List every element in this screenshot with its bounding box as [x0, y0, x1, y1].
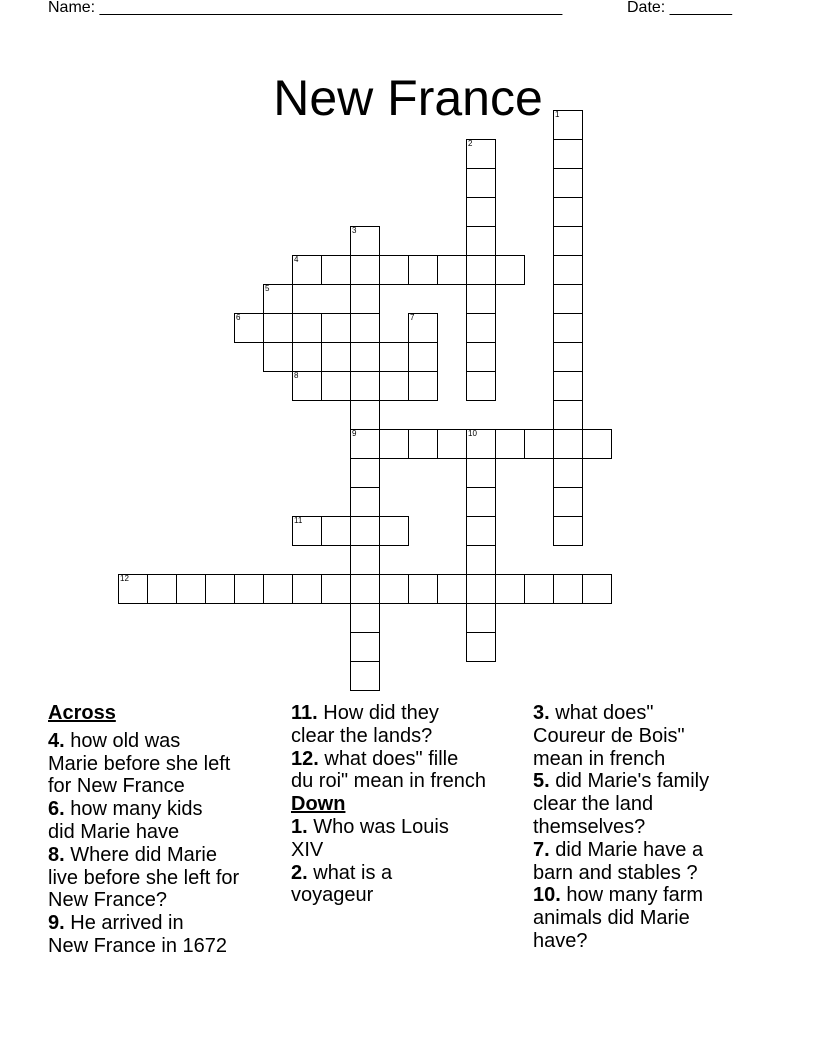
grid-cell[interactable] [553, 429, 583, 459]
clue-number: 7 [410, 313, 415, 322]
grid-cell[interactable] [466, 226, 496, 256]
clue-line: 6. how many kids [48, 798, 203, 821]
grid-cell[interactable] [495, 574, 525, 604]
clue-line: New France in 1672 [48, 934, 227, 957]
grid-cell[interactable] [292, 516, 322, 546]
grid-cell[interactable] [553, 516, 583, 546]
grid-cell[interactable] [553, 313, 583, 343]
grid-cell[interactable] [292, 255, 322, 285]
grid-cell[interactable] [379, 342, 409, 372]
clue-number-label: 12. [291, 747, 319, 770]
grid-cell[interactable] [553, 168, 583, 198]
grid-cell[interactable] [466, 545, 496, 575]
grid-cell[interactable] [437, 255, 467, 285]
clue-line: live before she left for [48, 866, 240, 889]
clue-line: du roi" mean in french [291, 770, 486, 793]
clue-line: animals did Marie [533, 907, 690, 930]
clue-number: 11 [294, 516, 303, 525]
puzzle-title: New France [273, 69, 543, 126]
clue-line: New France? [48, 889, 167, 912]
grid-cell[interactable] [466, 284, 496, 314]
grid-cell[interactable] [292, 371, 322, 401]
grid-cell[interactable] [553, 284, 583, 314]
grid-cell[interactable] [553, 458, 583, 488]
grid-cell[interactable] [408, 313, 438, 343]
clue-line: 4. how old was [48, 729, 181, 752]
clue-number-label: 4. [48, 729, 65, 752]
across-heading: Across [48, 702, 116, 724]
across-clue [48, 798, 239, 844]
clue-line: 2. what is a [291, 861, 393, 884]
grid-cell[interactable] [466, 516, 496, 546]
grid-cell[interactable] [292, 342, 322, 372]
clue-line: 11. How did they [291, 702, 439, 724]
clue-line: 7. did Marie have a [533, 838, 704, 861]
grid-cell[interactable] [321, 255, 351, 285]
grid-cell[interactable] [321, 371, 351, 401]
clue-number: 5 [265, 284, 270, 293]
grid-cell[interactable] [350, 545, 380, 575]
grid-cell[interactable] [263, 284, 293, 314]
clue-line: 9. He arrived in [48, 912, 184, 935]
across-clue [291, 702, 486, 748]
clue-number-label: 11. [291, 702, 318, 724]
clue-number: 6 [236, 313, 241, 322]
grid-cell[interactable] [408, 574, 438, 604]
grid-cell[interactable] [321, 313, 351, 343]
grid-cell[interactable] [408, 342, 438, 372]
down-clue [533, 770, 709, 838]
clue-number-label: 8. [48, 843, 65, 866]
clue-number-label: 10. [533, 884, 561, 907]
clue-line: Coureur de Bois" [533, 724, 685, 747]
clue-line: barn and stables ? [533, 861, 698, 884]
grid-cell[interactable] [553, 110, 583, 140]
down-clue [533, 702, 709, 770]
clue-line: Marie before she left [48, 752, 231, 775]
clue-line: themselves? [533, 815, 646, 838]
clue-number: 8 [294, 371, 299, 380]
grid-cell[interactable] [495, 429, 525, 459]
grid-cell[interactable] [205, 574, 235, 604]
clue-line: XIV [291, 838, 324, 861]
grid-cell[interactable] [466, 371, 496, 401]
clue-number-label: 6. [48, 798, 65, 821]
grid-cell[interactable] [437, 429, 467, 459]
clue-number: 12 [120, 574, 129, 583]
grid-cell[interactable] [553, 371, 583, 401]
grid-cell[interactable] [495, 255, 525, 285]
clue-number-label: 7. [533, 838, 550, 861]
grid-cell[interactable] [292, 574, 322, 604]
grid-cell[interactable] [350, 313, 380, 343]
grid-cell[interactable] [553, 574, 583, 604]
clue-number: 10 [468, 429, 477, 438]
clue-line: 5. did Marie's family [533, 770, 710, 793]
grid-cell[interactable] [234, 313, 264, 343]
grid-cell[interactable] [263, 342, 293, 372]
grid-cell[interactable] [582, 574, 612, 604]
grid-cell[interactable] [379, 371, 409, 401]
clue-line: voyageur [291, 884, 374, 907]
clue-line: 12. what does" fille [291, 747, 459, 770]
grid-cell[interactable] [466, 429, 496, 459]
across-clue [48, 912, 239, 958]
grid-cell[interactable] [263, 313, 293, 343]
grid-cell[interactable] [350, 458, 380, 488]
clue-number-label: 9. [48, 912, 65, 935]
grid-cell[interactable] [466, 342, 496, 372]
clue-number: 4 [294, 255, 299, 264]
down-clue [533, 884, 709, 952]
grid-cell[interactable] [408, 371, 438, 401]
grid-cell[interactable] [350, 487, 380, 517]
grid-cell[interactable] [350, 284, 380, 314]
grid-cell[interactable] [176, 574, 206, 604]
clue-line: 3. what does" [533, 702, 654, 724]
grid-cell[interactable] [379, 516, 409, 546]
grid-cell[interactable] [379, 574, 409, 604]
grid-cell[interactable] [466, 603, 496, 633]
grid-cell[interactable] [147, 574, 177, 604]
grid-cell[interactable] [524, 429, 554, 459]
clue-number-label: 2. [291, 861, 308, 884]
clue-number: 2 [468, 139, 473, 148]
grid-cell[interactable] [350, 226, 380, 256]
grid-cell[interactable] [466, 168, 496, 198]
grid-cell[interactable] [553, 487, 583, 517]
grid-cell[interactable] [408, 429, 438, 459]
grid-cell[interactable] [350, 632, 380, 662]
clue-line: mean in french [533, 747, 666, 770]
grid-cell[interactable] [292, 313, 322, 343]
grid-cell[interactable] [466, 313, 496, 343]
clue-number-label: 3. [533, 702, 550, 724]
grid-cell[interactable] [466, 632, 496, 662]
grid-cell[interactable] [466, 574, 496, 604]
clue-line: 1. Who was Louis [291, 815, 449, 838]
grid-cell[interactable] [524, 574, 554, 604]
clues-column-1 [48, 702, 239, 958]
grid-cell[interactable] [350, 429, 380, 459]
grid-cell[interactable] [582, 429, 612, 459]
clue-line: did Marie have [48, 820, 180, 843]
clue-number: 3 [352, 226, 357, 235]
grid-cell[interactable] [321, 516, 351, 546]
grid-cell[interactable] [553, 197, 583, 227]
grid-cell[interactable] [350, 371, 380, 401]
grid-cell[interactable] [466, 255, 496, 285]
clues-column-3 [533, 702, 709, 953]
grid-cell[interactable] [408, 255, 438, 285]
grid-cell[interactable] [118, 574, 148, 604]
grid-cell[interactable] [350, 516, 380, 546]
grid-cell[interactable] [553, 139, 583, 169]
clues-column-2 [291, 702, 486, 907]
down-clue [533, 839, 709, 885]
grid-cell[interactable] [466, 487, 496, 517]
down-heading: Down [291, 793, 346, 816]
grid-cell[interactable] [553, 255, 583, 285]
clue-number-label: 1. [291, 815, 308, 838]
clue-number: 1 [555, 110, 560, 119]
clue-line: 10. how many farm [533, 884, 704, 907]
grid-cell[interactable] [350, 342, 380, 372]
grid-cell[interactable] [350, 574, 380, 604]
grid-cell[interactable] [553, 400, 583, 430]
clue-line: clear the lands? [291, 724, 433, 747]
grid-cell[interactable] [350, 661, 380, 691]
grid-cell[interactable] [350, 603, 380, 633]
grid-cell[interactable] [466, 197, 496, 227]
grid-cell[interactable] [437, 574, 467, 604]
grid-cell[interactable] [350, 255, 380, 285]
grid-cell[interactable] [379, 255, 409, 285]
clue-line: clear the land [533, 793, 654, 816]
grid-cell[interactable] [466, 458, 496, 488]
across-clue [291, 748, 486, 794]
date-field-label: Date: _______ [627, 0, 732, 16]
grid-cell[interactable] [350, 400, 380, 430]
down-clue [291, 862, 486, 908]
grid-cell[interactable] [263, 574, 293, 604]
grid-cell[interactable] [379, 429, 409, 459]
name-field-label: Name: ____________________________________________________ [48, 0, 563, 16]
clue-number-label: 5. [533, 770, 550, 793]
clue-line: for New France [48, 775, 185, 798]
down-clue [291, 816, 486, 862]
grid-cell[interactable] [234, 574, 264, 604]
clue-number: 9 [352, 429, 357, 438]
grid-cell[interactable] [553, 342, 583, 372]
clue-line: 8. Where did Marie [48, 843, 217, 866]
grid-cell[interactable] [321, 342, 351, 372]
grid-cell[interactable] [553, 226, 583, 256]
clue-line: have? [533, 929, 588, 952]
grid-cell[interactable] [321, 574, 351, 604]
across-clue [48, 730, 239, 798]
across-clue [48, 844, 239, 912]
grid-cell[interactable] [466, 139, 496, 169]
